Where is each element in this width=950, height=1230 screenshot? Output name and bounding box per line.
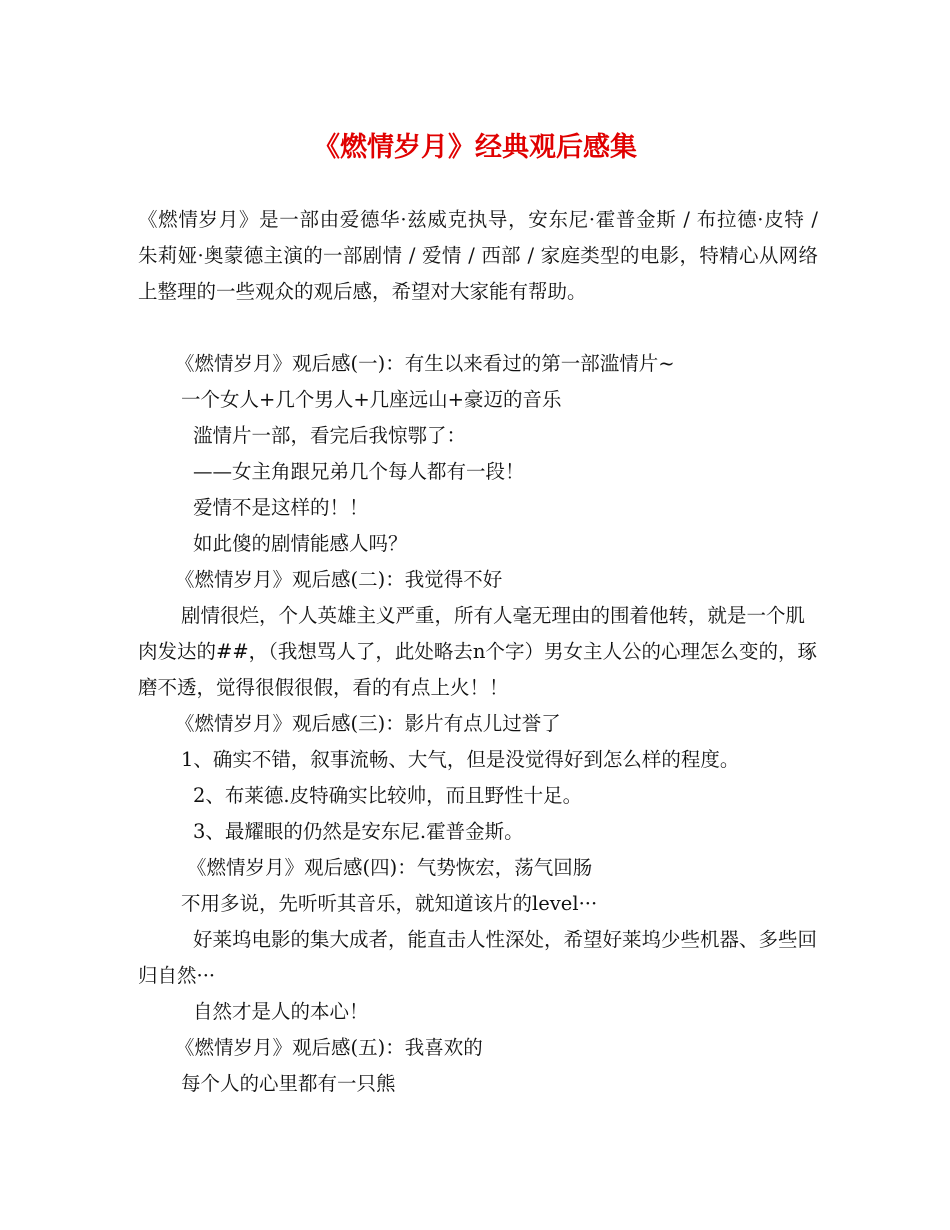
review-heading-1: 《燃情岁月》观后感(一)：有生以来看过的第一部滥情片~ [175,352,675,375]
body-line: 自然才是人的本心！ [193,1000,369,1023]
review-heading-5: 《燃情岁月》观后感(五)：我喜欢的 [175,1036,483,1059]
intro-paragraph: 《燃情岁月》是一部由爱德华·兹威克执导，安东尼·霍普金斯 / 布拉德·皮特 / 朱莉娅·奥蒙德主演的一部剧情 / 爱情 / 西部 / 家庭类型的电影，特精心从网络上整理的一些观众的观后感，希望对大家能有帮助。 [138,208,818,303]
body-line: 滥情片一部，看完后我惊鄂了： [193,424,467,447]
body-line: 1、确实不错，叙事流畅、大气，但是没觉得好到怎么样的程度。 [181,748,740,771]
body-line: 不用多说，先听听其音乐，就知道该片的level··· [181,892,598,915]
body-paragraph: 好莱坞电影的集大成者，能直击人性深处，希望好莱坞少些机器、多些回归自然··· [138,928,818,987]
review-heading-3: 《燃情岁月》观后感(三)：影片有点儿过誉了 [175,712,561,735]
body-line: 每个人的心里都有一只熊 [181,1072,396,1095]
review-heading-4: 《燃情岁月》观后感(四)：气势恢宏，荡气回肠 [187,856,593,879]
body-paragraph: 剧情很烂，个人英雄主义严重，所有人毫无理由的围着他转，就是一个肌肉发达的##，（我想骂人了，此处略去n个字）男女主人公的心理怎么变的，琢磨不透，觉得很假很假，看的有点上火！！ [138,604,817,699]
body-line: ——女主角跟兄弟几个每人都有一段！ [193,460,525,483]
review-heading-2: 《燃情岁月》观后感(二)：我觉得不好 [175,568,503,591]
body-line: 2、布莱德.皮特确实比较帅，而且野性十足。 [193,784,583,807]
body-line: 如此傻的剧情能感人吗？ [193,532,408,555]
body-line: 一个女人+几个男人+几座远山+豪迈的音乐 [181,388,562,411]
document-title: 《燃情岁月》经典观后感集 [313,132,637,163]
body-line: 爱情不是这样的！！ [193,496,369,519]
body-line: 3、最耀眼的仍然是安东尼.霍普金斯。 [193,820,524,843]
